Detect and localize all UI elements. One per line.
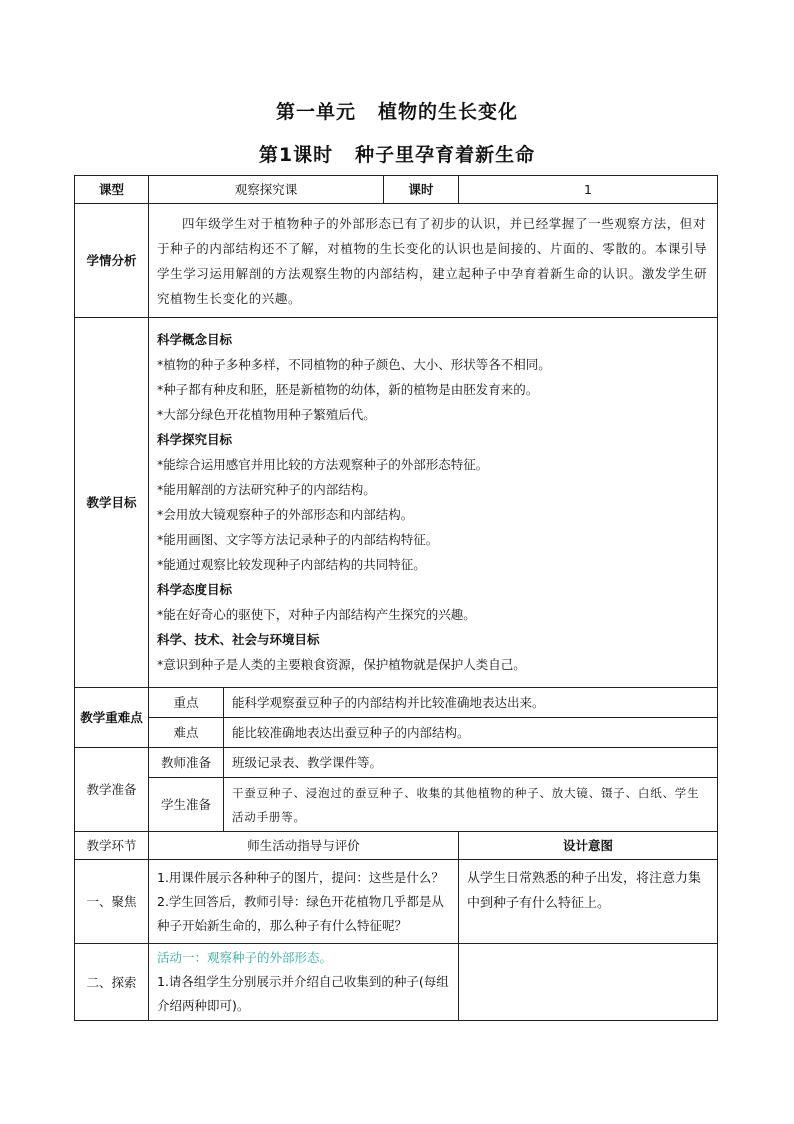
goal-item: *意识到种子是人类的主要粮食资源，保护植物就是保护人类自己。 bbox=[157, 656, 526, 672]
key-points-label: 教学重难点 bbox=[75, 688, 149, 748]
goal-heading: 科学、技术、社会与环境目标 bbox=[157, 631, 320, 647]
course-hours-value: 1 bbox=[459, 176, 718, 204]
student-prep-text: 干蚕豆种子、浸泡过的蚕豆种子、收集的其他植物的种子、放大镜、镊子、白纸、学生活动手册等。 bbox=[224, 778, 718, 832]
focus-text: 能科学观察蚕豆种子的内部结构并比较准确地表达出来。 bbox=[224, 688, 718, 718]
goal-item: *植物的种子多种多样，不同植物的种子颜色、大小、形状等各不相同。 bbox=[157, 356, 551, 372]
process-stage-header: 教学环节 bbox=[75, 832, 149, 860]
analysis-row bbox=[75, 204, 718, 318]
unit-title bbox=[0, 97, 794, 124]
goal-item: *能用解剖的方法研究种子的内部结构。 bbox=[157, 481, 376, 497]
goal-item: *大部分绿色开花植物用种子繁殖后代。 bbox=[157, 406, 376, 422]
goal-heading: 科学态度目标 bbox=[157, 581, 233, 597]
goal-heading: 科学概念目标 bbox=[157, 331, 233, 347]
activity-title: 活动一：观察种子的外部形态。 bbox=[157, 950, 333, 965]
goal-item: *能在好奇心的驱使下，对种子内部结构产生探究的兴趣。 bbox=[157, 606, 476, 622]
goal-item: *能通过观察比较发现种子内部结构的共同特征。 bbox=[157, 556, 426, 572]
goal-item: *能用画图、文字等方法记录种子的内部结构特征。 bbox=[157, 531, 439, 547]
process-activity-header: 师生活动指导与评价 bbox=[149, 832, 459, 860]
unit-name: 植物的生长变化 bbox=[378, 101, 519, 123]
course-type-value: 观察探究课 bbox=[149, 176, 384, 204]
goal-item: *能综合运用感官并用比较的方法观察种子的外部形态特征。 bbox=[157, 456, 489, 472]
process-intent-header: 设计意图 bbox=[459, 832, 718, 860]
goals-list bbox=[157, 327, 709, 677]
stage-intent bbox=[459, 944, 718, 1021]
course-hours-label: 课时 bbox=[384, 176, 459, 204]
lesson-title bbox=[0, 140, 794, 167]
course-type-label: 课型 bbox=[75, 176, 149, 204]
unit-number: 第一单元 bbox=[275, 101, 356, 123]
stage-item: 1.用课件展示各种种子的图片，提问：这些是什么？ bbox=[157, 869, 444, 885]
stage-intent: 从学生日常熟悉的种子出发，将注意力集中到种子有什么特征上。 bbox=[459, 860, 718, 944]
focus-label: 重点 bbox=[149, 688, 224, 718]
stage-item: 1.请各组学生分别展示并介绍自己收集到的种子(每组介绍两种即可)。 bbox=[157, 974, 449, 1013]
goals-row bbox=[75, 318, 718, 688]
teacher-prep-label: 教师准备 bbox=[149, 748, 224, 778]
teacher-prep-row bbox=[75, 748, 718, 778]
focus-row bbox=[75, 688, 718, 718]
stage-item: 2.学生回答后，教师引导：绿色开花植物几乎都是从种子开始新生命的，那么种子有什么特征呢？ bbox=[157, 893, 444, 933]
preparation-label: 教学准备 bbox=[75, 748, 149, 832]
stage-row bbox=[75, 944, 718, 1021]
goal-item: *会用放大镜观察种子的外部形态和内部结构。 bbox=[157, 506, 414, 522]
lesson-number: 第1课时 bbox=[258, 144, 334, 166]
process-header-row bbox=[75, 832, 718, 860]
lesson-plan-table bbox=[74, 175, 718, 1021]
goals-label: 教学目标 bbox=[75, 318, 149, 688]
difficulty-text: 能比较准确地表达出蚕豆种子的内部结构。 bbox=[224, 718, 718, 748]
goal-heading: 科学探究目标 bbox=[157, 431, 233, 447]
stage-row bbox=[75, 860, 718, 944]
analysis-text: 四年级学生对于植物种子的外部形态已有了初步的认识，并已经掌握了一些观察方法，但对于种子的内部结构还不了解，对植物的生长变化的认识也是间接的、片面的、零散的。本课引导学生学习运用解剖的方法观察生物的内部结构，建立起种子中孕育着新生命的认识。激发学生研究植物生长变化的兴趣。 bbox=[157, 215, 708, 306]
goal-item: *种子都有种皮和胚，胚是新植物的幼体，新的植物是由胚发育来的。 bbox=[157, 381, 539, 397]
course-type-row bbox=[75, 176, 718, 204]
lesson-name: 种子里孕育着新生命 bbox=[355, 144, 536, 166]
student-prep-row bbox=[75, 778, 718, 832]
difficulty-row bbox=[75, 718, 718, 748]
difficulty-label: 难点 bbox=[149, 718, 224, 748]
stage-name: 二、探索 bbox=[75, 944, 149, 1021]
student-prep-label: 学生准备 bbox=[149, 778, 224, 832]
stage-name: 一、聚焦 bbox=[75, 860, 149, 944]
analysis-label: 学情分析 bbox=[75, 204, 149, 318]
teacher-prep-text: 班级记录表、教学课件等。 bbox=[224, 748, 718, 778]
